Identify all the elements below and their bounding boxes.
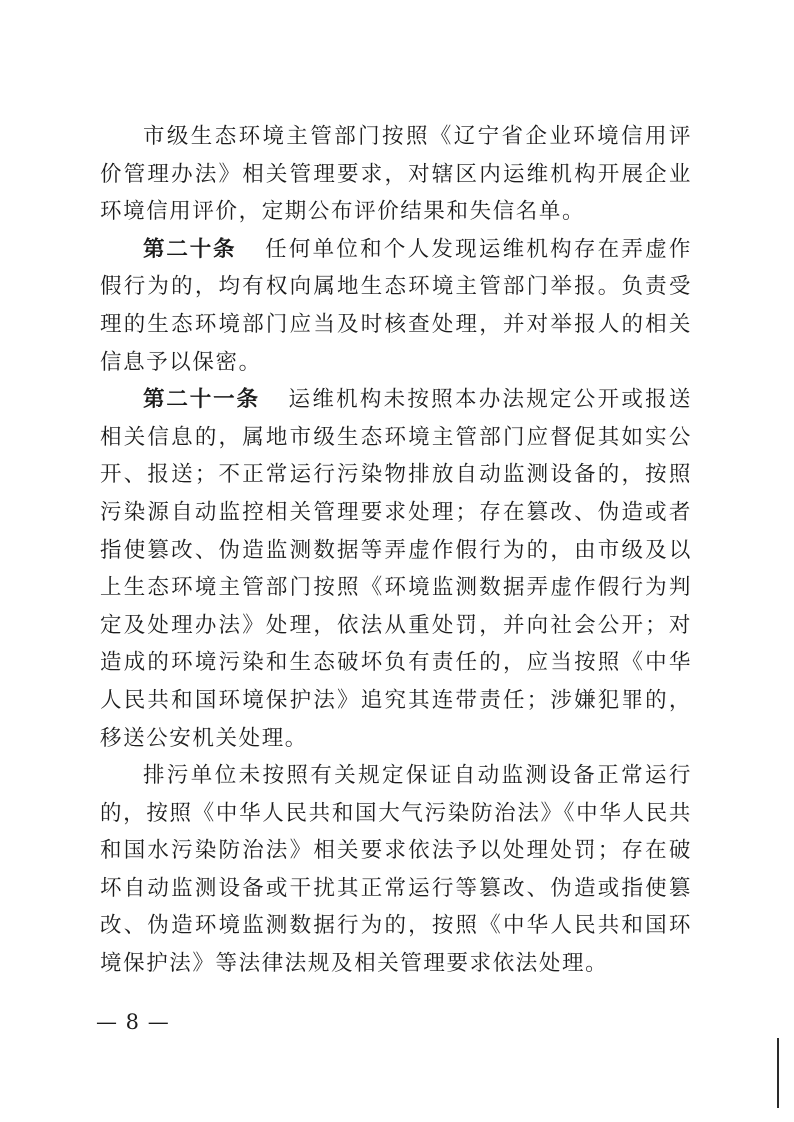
paragraph-credit-evaluation — [100, 118, 692, 231]
scan-edge-line — [777, 1038, 779, 1108]
page-number: — 8 — — [96, 1010, 170, 1034]
article-number: 第二十条 — [143, 236, 237, 262]
article-21-paragraph — [100, 381, 692, 757]
article-20-paragraph — [100, 231, 692, 381]
paragraph-polluter-penalties — [100, 757, 692, 983]
paragraph-text: 市级生态环境主管部门按照《辽宁省企业环境信用评价管理办法》相关管理要求，对辖区内运维机构开展企业环境信用评价，定期公布评价结果和失信名单。 — [100, 124, 692, 225]
paragraph-text: 运维机构未按照本办法规定公开或报送相关信息的，属地市级生态环境主管部门应督促其如实公开、报送；不正常运行污染物排放自动监测设备的，按照污染源自动监控相关管理要求处理；存在篡改、伪造或者指使篡改、伪造监测数据等弄虚作假行为的，由市级及以上生态环境主管部门按照《环境监测数据弄虚作假行为判定及处理办法》处理，依法从重处罚，并向社会公开；对造成的环境污染和生态破坏负有责任的，应当按照《中华人民共和国环境保护法》追究其连带责任；涉嫌犯罪的，移送公安机关处理。 — [100, 387, 692, 751]
article-number: 第二十一条 — [143, 387, 260, 413]
paragraph-text: 排污单位未按照有关规定保证自动监测设备正常运行的，按照《中华人民共和国大气污染防治法》《中华人民共和国水污染防治法》相关要求依法予以处理处罚；存在破坏自动监测设备或干扰其正常运行等篡改、伪造或指使篡改、伪造环境监测数据行为的，按照《中华人民共和国环境保护法》等法律法规及相关管理要求依法处理。 — [100, 763, 692, 977]
body-text — [100, 118, 692, 983]
paragraph-text: 任何单位和个人发现运维机构存在弄虚作假行为的，均有权向属地生态环境主管部门举报。负责受理的生态环境部门应当及时核查处理，并对举报人的相关信息予以保密。 — [100, 236, 692, 375]
